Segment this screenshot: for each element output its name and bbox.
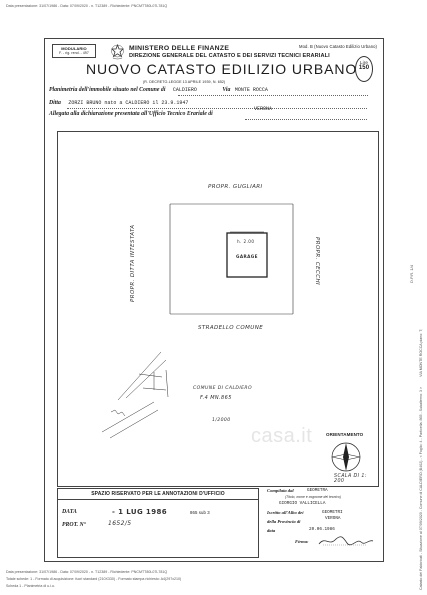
east-property-label: PROPR. CECCHI <box>314 237 320 286</box>
ditta-line <box>49 100 369 106</box>
allegata-line <box>49 106 379 117</box>
model-label: Mod. B (Nuovo Catasto Edilizio Urbano) <box>299 44 378 49</box>
drawing-frame <box>57 131 379 487</box>
west-property-label: PROPR. DITTA INTESTATA <box>130 224 136 302</box>
signature-scribble <box>317 534 375 548</box>
via-value: MONTE ROCCA <box>234 87 268 93</box>
compilata-label: Compilata dal <box>267 488 294 493</box>
compilata-value: GEOMETRA <box>307 488 328 493</box>
lire-stamp <box>355 56 373 82</box>
bottom-metadata-line-1: Data presentazione: 31/07/1986 - Data: 07/09/2020 - n. T12389 - Richiedente: PNCMTT80L07L781Q <box>6 570 168 574</box>
bottom-metadata-line-3: Scheda 1 - Planimetria di u.i.u. <box>6 584 55 588</box>
comune-value: CALDIERO <box>172 87 197 93</box>
provincia-value: VERONA <box>325 516 341 521</box>
titolo-hint: (Titolo, nome e cognome del tecnico) <box>285 495 342 499</box>
north-property-label: PROPR. GUGLIARI <box>208 184 263 190</box>
date-label: data <box>267 528 276 533</box>
cadastral-form <box>44 38 384 562</box>
ufficio-value: VERONA <box>254 106 273 112</box>
office-prot-label: PROT. N° <box>62 522 87 528</box>
map-scale-label: 1/2000 <box>212 418 231 423</box>
plan-dotted-line <box>178 95 368 96</box>
allegata-label: Allegata alla dichiarazione presentata all'Ufficio Tecnico Erariale di <box>49 111 213 117</box>
location-map <box>102 352 168 438</box>
decree-label: (R. DECRETO-LEGGE 13 APRILE 1939, N. 652) <box>143 80 226 84</box>
map-comune-label: COMUNE DI CALDIERO <box>193 386 253 391</box>
via-label: Via <box>222 87 231 93</box>
lire-label: Lire <box>360 60 368 65</box>
compiler-section <box>267 488 377 556</box>
room-height-label: h. 2.00 <box>237 239 255 244</box>
date-value: 20.06.1986 <box>309 527 335 532</box>
office-annotations-box <box>57 488 259 558</box>
right-metadata <box>409 30 427 590</box>
right-metadata-line-2: VIA MONTE ROCCA piano: T; <box>419 328 423 377</box>
republic-emblem-icon <box>111 44 124 60</box>
modulario-sub: F. - rig. rend. - 497 <box>59 51 89 55</box>
right-metadata-line: Catasto dei Fabbricati - Situazione al 07/09/2020 - Comune di CALDIERO (B402) - < Foglio: 4 - Particella: 865 - Subalterno: 3 > <box>419 386 423 590</box>
iscritto-label: Iscritto all'Albo dei <box>267 510 304 515</box>
drawing-scale-label: SCALA DI 1: 200 <box>334 474 367 484</box>
top-metadata: Data presentazione: 31/07/1986 - Data: 07/09/2020 - n. T12389 - Richiedente: PNCMTT80L07L781Q <box>6 4 168 8</box>
allegata-dotted-line <box>245 119 367 120</box>
office-extra: 865 sub 3 <box>190 510 210 515</box>
form-title: NUOVO CATASTO EDILIZIO URBANO <box>86 61 358 77</box>
plan-location-line <box>49 87 369 93</box>
orientation-compass-icon <box>332 443 360 471</box>
modulario-label: MODULARIO <box>61 46 87 51</box>
plan-label: Planimetria dell'immobile situato nel Comune di <box>49 87 166 93</box>
right-stamp-text: D.P.R. 1/4 <box>409 265 414 283</box>
iscritto-value: GEOMETRI <box>322 510 343 515</box>
right-stamp <box>400 265 418 283</box>
ditta-label: Ditta <box>49 100 61 106</box>
office-date-label: DATA <box>62 509 77 515</box>
office-title: SPAZIO RISERVATO PER LE ANNOTAZIONI D'UFFICIO <box>58 491 258 500</box>
lire-value: 150 <box>358 65 370 71</box>
signature-label: Firma: <box>295 539 309 544</box>
provincia-label: della Provincia di <box>267 519 301 524</box>
road-label: STRADELLO COMUNE <box>198 325 264 331</box>
ditta-value: ZORZI BRUNO nato a CALDIERO il 23.9.1947 <box>68 100 189 106</box>
orientation-label: ORIENTAMENTO <box>326 432 364 437</box>
office-date-value: - 1 LUG 1986 <box>112 508 168 516</box>
watermark: casa.it <box>251 425 313 447</box>
map-parcel-label: F.4 MN.865 <box>200 395 232 401</box>
ministry-name: MINISTERO DELLE FINANZE <box>129 45 230 52</box>
office-prot-value: 1652/5 <box>108 520 132 527</box>
direction-name: DIREZIONE GENERALE DEL CATASTO E DEI SERVIZI TECNICI ERARIALI <box>129 53 330 59</box>
compiler-name: GIORGIO VALLICELLA <box>279 501 326 506</box>
room-label: GARAGE <box>236 254 258 259</box>
bottom-metadata-line-2: Totale schede: 1 - Formato di acquisizione: fuori standard (210X330) - Formato stampa richiesto: A4(297x210) <box>6 577 182 581</box>
modulario-box <box>52 44 96 58</box>
ditta-dotted-line <box>67 108 367 109</box>
